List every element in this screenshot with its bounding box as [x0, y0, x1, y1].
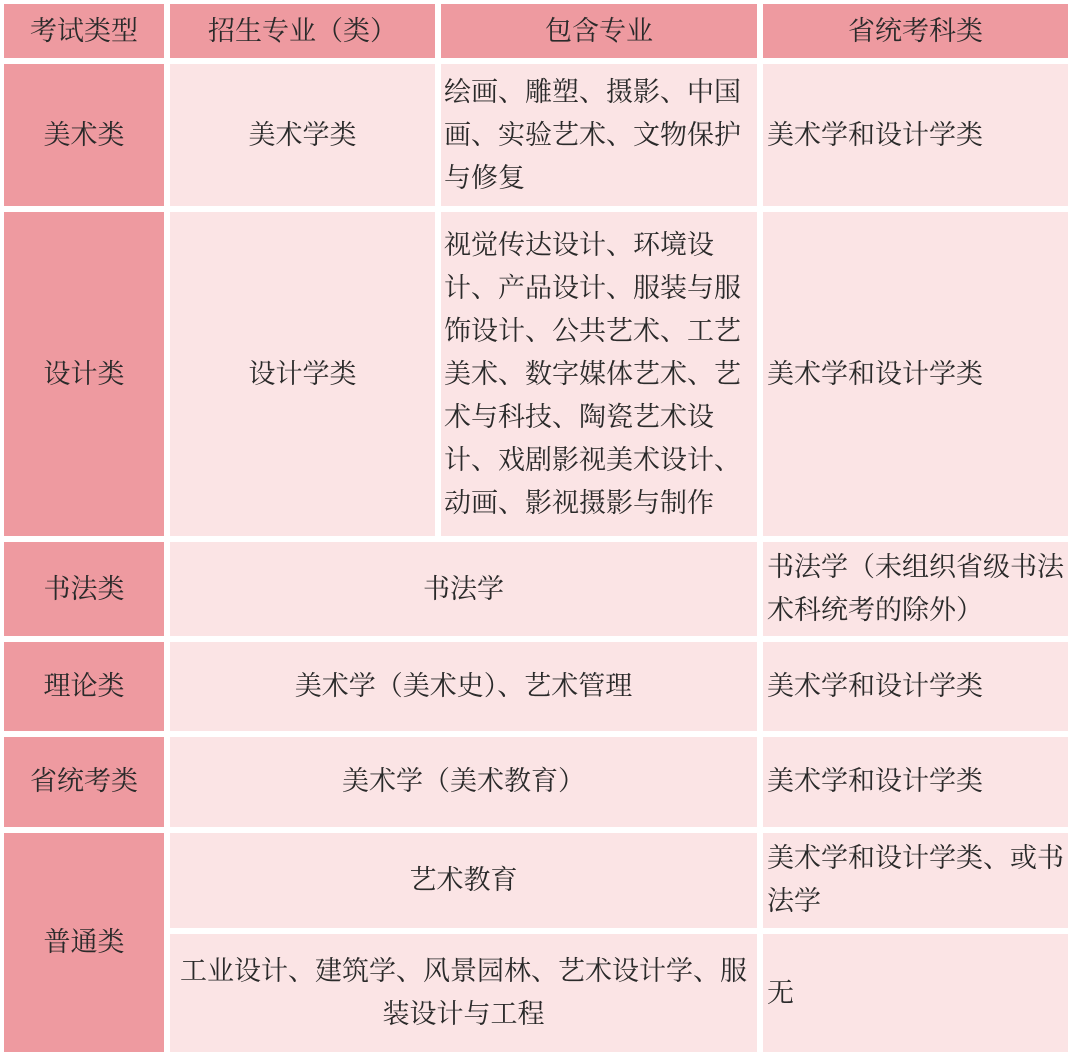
exam-type-cell: 书法类 — [4, 542, 164, 635]
admission-major-cell: 美术学（美术史）、艺术管理 — [170, 642, 757, 731]
admission-major-cell: 美术学类 — [170, 64, 435, 206]
exam-type-cell: 美术类 — [4, 64, 164, 206]
table-row — [4, 642, 1068, 731]
provincial-exam-cell: 美术学和设计学类 — [763, 737, 1068, 826]
provincial-exam-cell: 美术学和设计学类、或书法学 — [763, 833, 1068, 929]
admission-table-container — [4, 4, 1074, 1059]
exam-type-cell: 理论类 — [4, 642, 164, 731]
admission-major-cell: 书法学 — [170, 542, 757, 635]
exam-type-cell: 设计类 — [4, 212, 164, 536]
included-majors-cell: 视觉传达设计、环境设计、产品设计、服装与服饰设计、公共艺术、工艺美术、数字媒体艺术、艺术与科技、陶瓷艺术设计、戏剧影视美术设计、动画、影视摄影与制作 — [441, 212, 757, 536]
header-provincial-exam: 省统考科类 — [763, 4, 1068, 58]
table-row — [4, 737, 1068, 826]
provincial-exam-cell: 书法学（未组织省级书法术科统考的除外） — [763, 542, 1068, 635]
provincial-exam-cell: 美术学和设计学类 — [763, 64, 1068, 206]
header-row — [4, 4, 1068, 58]
admission-major-cell: 设计学类 — [170, 212, 435, 536]
header-admission-major: 招生专业（类） — [170, 4, 435, 58]
header-included-majors: 包含专业 — [441, 4, 757, 58]
admission-major-cell: 工业设计、建筑学、风景园林、艺术设计学、服装设计与工程 — [170, 934, 757, 1052]
included-majors-cell: 绘画、雕塑、摄影、中国画、实验艺术、文物保护与修复 — [441, 64, 757, 206]
header-exam-type: 考试类型 — [4, 4, 164, 58]
table-row — [4, 64, 1068, 206]
table-row — [4, 212, 1068, 536]
exam-type-cell: 普通类 — [4, 833, 164, 1052]
exam-type-cell: 省统考类 — [4, 737, 164, 826]
admission-major-cell: 艺术教育 — [170, 833, 757, 929]
admission-major-cell: 美术学（美术教育） — [170, 737, 757, 826]
provincial-exam-cell: 美术学和设计学类 — [763, 642, 1068, 731]
provincial-exam-cell: 无 — [763, 934, 1068, 1052]
provincial-exam-cell: 美术学和设计学类 — [763, 212, 1068, 536]
table-row — [4, 833, 1068, 929]
table-row — [4, 542, 1068, 635]
